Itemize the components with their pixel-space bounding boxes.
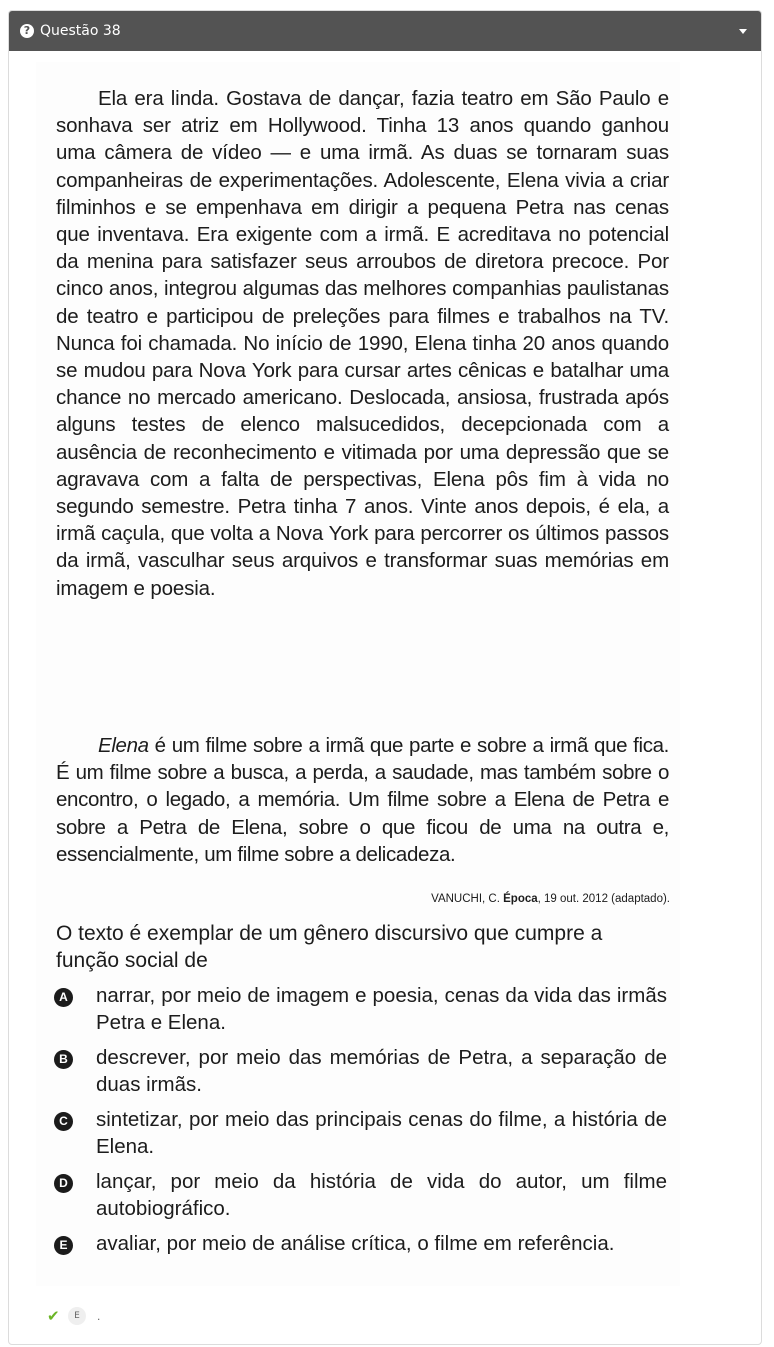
answer-letter-badge: E <box>68 1307 86 1325</box>
source-date: , 19 out. 2012 (adaptado). <box>537 893 670 905</box>
option-text: avaliar, por meio de análise crítica, o filme em referência. <box>96 1232 615 1255</box>
passage-paragraph-1 <box>56 85 669 602</box>
option-letter-badge: C <box>54 1112 73 1131</box>
option-letter-badge: D <box>54 1174 73 1193</box>
option-text: descrever, por meio das memórias de Petra, a separação de duas irmãs. <box>96 1046 667 1096</box>
film-title: Elena <box>98 734 149 757</box>
passage-paragraph-2 <box>56 732 669 868</box>
caret-down-icon[interactable] <box>739 29 747 34</box>
option-letter-badge: A <box>54 988 73 1007</box>
source-author: VANUCHI, C. <box>431 893 504 905</box>
option-text: sintetizar, por meio das principais cenas do filme, a história de Elena. <box>96 1108 667 1158</box>
question-title: Questão 38 <box>40 23 121 39</box>
option-letter-badge: E <box>54 1236 73 1255</box>
question-header[interactable] <box>9 11 761 51</box>
question-circle-icon: ? <box>20 24 34 38</box>
option-text: narrar, por meio de imagem e poesia, cenas da vida das irmãs Petra e Elena. <box>96 984 667 1034</box>
option-text: lançar, por meio da história de vida do autor, um filme autobiográfico. <box>96 1170 667 1220</box>
source-magazine: Época <box>503 893 538 905</box>
question-stem: O texto é exemplar de um gênero discursivo que cumpre a função social de <box>56 922 603 972</box>
option-letter-badge: B <box>54 1050 73 1069</box>
passage-paragraph-1-text: Ela era linda. Gostava de dançar, fazia teatro em São Paulo e sonhava ser atriz em Hollywood. Tinha 13 anos quando ganhou uma câmera de vídeo — e uma irmã. As duas se tornaram suas companheiras de experimentações. Adolescente, Elena vivia a criar filminhos e se empenhava em dirigir a pequena Petra nas cenas que inventava. Era exigente com a irmã. E acreditava no potencial da menina para satisfazer seus arroubos de diretora precoce. Por cinco anos, integrou algumas das melhores companhias paulistanas de teatro e participou de preleções para filmes e trabalhos na TV. Nunca foi chamada. No início de 1990, Elena tinha 20 anos quando se mudou para Nova York para cursar artes cênicas e batalhar uma chance no mercado americano. Deslocada, ansiosa, frustrada após alguns testes de elenco malsucedidos, decepcionada com a ausência de reconhecimento e vitimada por uma depressão que se agravava com a falta de perspectivas, Elena pôs fim à vida no segundo semestre. Petra tinha 7 anos. Vinte anos depois, é ela, a irmã caçula, que volta a Nova York para percorrer os últimos passos da irmã, vasculhar seus arquivos e transformar suas memórias em imagem e poesia. <box>56 87 669 600</box>
passage-source <box>431 893 670 905</box>
passage-paragraph-2-text: é um filme sobre a irmã que parte e sobre a irmã que fica. É um filme sobre a busca, a perda, a saudade, mas também sobre o encontro, o legado, a memória. Um filme sobre a Elena de Petra e sobre a Petra de Elena, sobre o que ficou de uma na outra e, essencialmente, um filme sobre a delicadeza. <box>56 734 669 866</box>
answer-trailing-dot: . <box>97 1309 101 1323</box>
checkmark-icon: ✔ <box>47 1307 60 1325</box>
